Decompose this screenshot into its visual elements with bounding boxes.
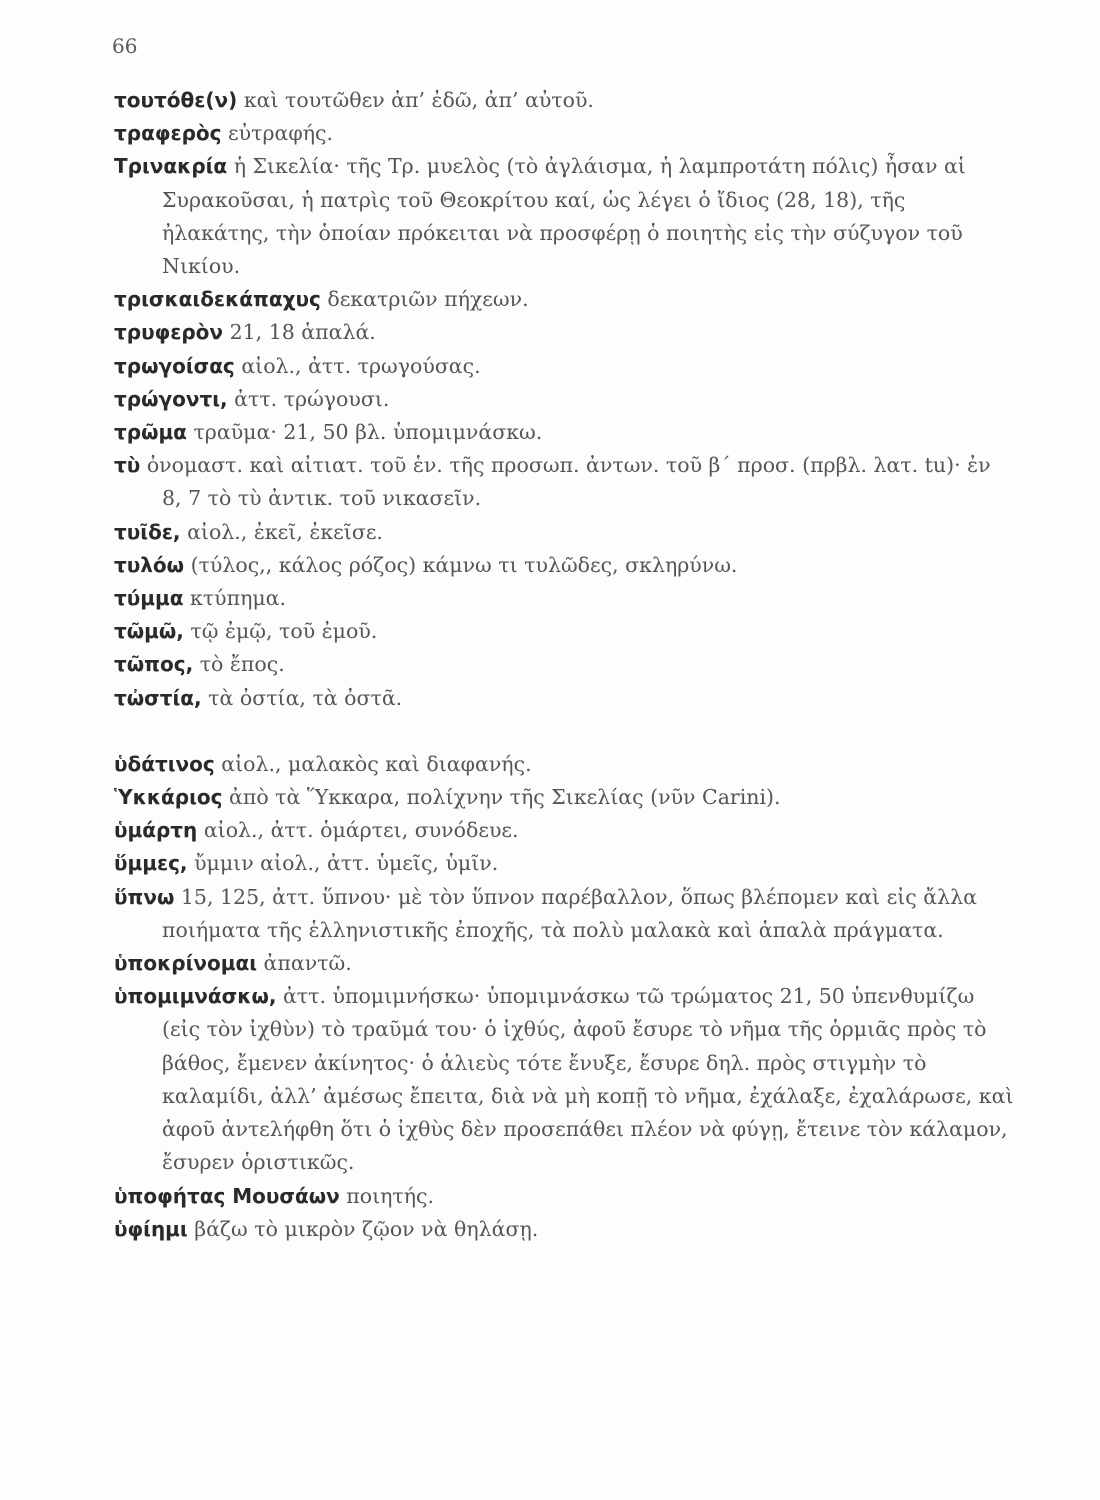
glossary-entry <box>114 350 1014 383</box>
glossary-entry <box>114 1180 1014 1213</box>
entry-headword: τὠστία, <box>114 685 202 710</box>
entry-definition: ὔμμιν αἰολ., ἀττ. ὑμεῖς, ὑμῖν. <box>194 851 499 876</box>
entry-headword: Ὑκκάριος <box>114 785 223 810</box>
entry-headword: ὑποφήτας Μουσάων <box>114 1183 340 1208</box>
entry-headword: ὑμάρτη <box>114 818 198 843</box>
entry-headword: τυλόω <box>114 552 185 577</box>
glossary-entry <box>114 847 1014 880</box>
entry-definition: ὀνομαστ. καὶ αἰτιατ. τοῦ ἑν. τῆς προσωπ. ἀντων. τοῦ β΄ προσ. (πρβλ. λατ. tu)· ἐν 8, 7 τὸ τὺ ἀντικ. τοῦ νικασεῖν. <box>146 453 991 511</box>
entry-definition: αἰολ., ἐκεῖ, ἐκεῖσε. <box>187 519 383 544</box>
glossary-entry <box>114 881 1014 947</box>
entry-definition: τῷ ἐμῷ, τοῦ ἐμοῦ. <box>190 619 378 644</box>
entry-headword: τυῖδε, <box>114 519 181 544</box>
glossary-entry <box>114 1213 1014 1246</box>
glossary-entry <box>114 781 1014 814</box>
entry-definition: ποιητής. <box>346 1183 435 1208</box>
entry-definition: ἡ Σικελία· τῆς Τρ. μυελὸς (τὸ ἀγλάισμα, ἡ λαμπροτάτη πόλις) ἦσαν αἱ Συρακοῦσαι, ἡ πατρὶς τοῦ Θεοκρίτου καί, ὡς λέγει ὁ ἴδιος (28, 18), τῆς ἠλακάτης, τὴν ὁποίαν πρόκειται νὰ προσφέρῃ ὁ ποιητὴς εἰς τὴν σύζυγον τοῦ Νικίου. <box>162 154 966 279</box>
entry-headword: ὑφίημι <box>114 1216 188 1241</box>
glossary-entry <box>114 980 1014 1179</box>
entry-definition: κτύπημα. <box>189 586 287 611</box>
entry-headword: ὑποκρίνομαι <box>114 951 257 976</box>
entry-definition: αἰολ., μαλακὸς καὶ διαφανής. <box>221 751 532 776</box>
glossary-entry <box>114 648 1014 681</box>
entry-headword: ὑδάτινος <box>114 751 215 776</box>
entry-definition: τραῦμα· 21, 50 βλ. ὑπομιμνάσκω. <box>193 420 543 445</box>
entry-definition: 21, 18 ἁπαλά. <box>229 320 376 345</box>
entry-headword: τραφερὸς <box>114 121 222 146</box>
entry-headword: ὑπομιμνάσκω, <box>114 984 277 1009</box>
glossary-entry <box>114 516 1014 549</box>
entry-definition: ἀπὸ τὰ Ὕκκαρα, πολίχνην τῆς Σικελίας (νῦν Carini). <box>229 785 781 810</box>
glossary-entry <box>114 117 1014 150</box>
glossary-entry <box>114 416 1014 449</box>
glossary-entry <box>114 150 1014 283</box>
entry-definition: ἀττ. ὑπομιμνήσκω· ὑπομιμνάσκω τῶ τρώματος 21, 50 ὑπενθυμίζω (εἰς τὸν ἰχθὺν) τὸ τραῦμά του· ὁ ἰχθύς, ἀφοῦ ἔσυρε τὸ νῆμα τῆς ὁρμιᾶς πρὸς τὸ βάθος, ἔμενεν ἀκίνητος· ὁ ἁλιεὺς τότε ἔνυξε, ἔσυρε δηλ. πρὸς στιγμὴν τὸ καλαμίδι, ἀλλ’ ἀμέσως ἔπειτα, διὰ νὰ μὴ κοπῇ τὸ νῆμα, ἐχάλαξε, ἐχαλάρωσε, καὶ ἀφοῦ ἀντελήφθη ὅτι ὁ ἰχθὺς δὲν προσεπάθει πλέον νὰ φύγῃ, ἔτεινε τὸν κάλαμον, ἔσυρεν ὁριστικῶς. <box>162 984 1014 1175</box>
entry-headword: τρωγοίσας <box>114 353 235 378</box>
entry-definition: ἀπαντῶ. <box>263 951 352 976</box>
entry-headword: τρῶμα <box>114 420 187 445</box>
page-number: 66 <box>112 34 138 58</box>
glossary-entry <box>114 84 1014 117</box>
entry-headword: ὕπνω <box>114 884 175 909</box>
glossary-entry <box>114 582 1014 615</box>
entry-definition: δεκατριῶν πήχεων. <box>327 287 529 312</box>
entry-headword: Τρινακρία <box>114 154 228 179</box>
glossary-entry <box>114 549 1014 582</box>
entry-definition: 15, 125, ἀττ. ὕπνου· μὲ τὸν ὕπνον παρέβαλλον, ὅπως βλέπομεν καὶ εἰς ἄλλα ποιήματα τῆς ἑλληνιστικῆς ἐποχῆς, τὰ πολὺ μαλακὰ καὶ ἁπαλὰ πράγματα. <box>162 884 977 942</box>
entry-definition: (τύλος,, κάλος ρόζος) κάμνω τι τυλῶδες, σκληρύνω. <box>190 552 738 577</box>
glossary-entry <box>114 814 1014 847</box>
glossary-entry <box>114 748 1014 781</box>
glossary-entry <box>114 383 1014 416</box>
glossary-entry <box>114 316 1014 349</box>
entry-headword: τρυφερὸν <box>114 320 224 345</box>
entry-headword: τὺ <box>114 453 141 478</box>
entry-headword: τρισκαιδεκάπαχυς <box>114 287 321 312</box>
entry-headword: τῶπος, <box>114 652 194 677</box>
glossary-entry <box>114 682 1014 715</box>
glossary-entry <box>114 283 1014 316</box>
glossary-entries <box>114 84 1014 1246</box>
entry-headword: τύμμα <box>114 586 184 611</box>
glossary-entry <box>114 947 1014 980</box>
entry-headword: τουτόθε(ν) <box>114 88 238 112</box>
entry-definition: εὐτραφής. <box>228 121 333 146</box>
entry-definition: ἀττ. τρώγουσι. <box>234 386 390 411</box>
glossary-entry <box>114 615 1014 648</box>
entry-definition: τὰ ὀστία, τὰ ὀστᾶ. <box>208 685 403 710</box>
entry-definition: αἰολ., ἀττ. τρωγούσας. <box>241 353 481 378</box>
entry-headword: τῶμῶ, <box>114 619 184 644</box>
glossary-entry <box>114 449 1014 515</box>
entry-headword: τρώγοντι, <box>114 386 228 411</box>
entry-definition: καὶ τουτῶθεν ἀπ’ ἐδῶ, ἀπ’ αὐτοῦ. <box>243 88 594 112</box>
entry-headword: ὕμμες, <box>114 851 188 876</box>
section-divider <box>114 715 1014 748</box>
entry-definition: τὸ ἔπος. <box>199 652 285 677</box>
entry-definition: αἰολ., ἀττ. ὁμάρτει, συνόδευε. <box>203 818 519 843</box>
entry-definition: βάζω τὸ μικρὸν ζῷον νὰ θηλάσῃ. <box>194 1216 539 1241</box>
